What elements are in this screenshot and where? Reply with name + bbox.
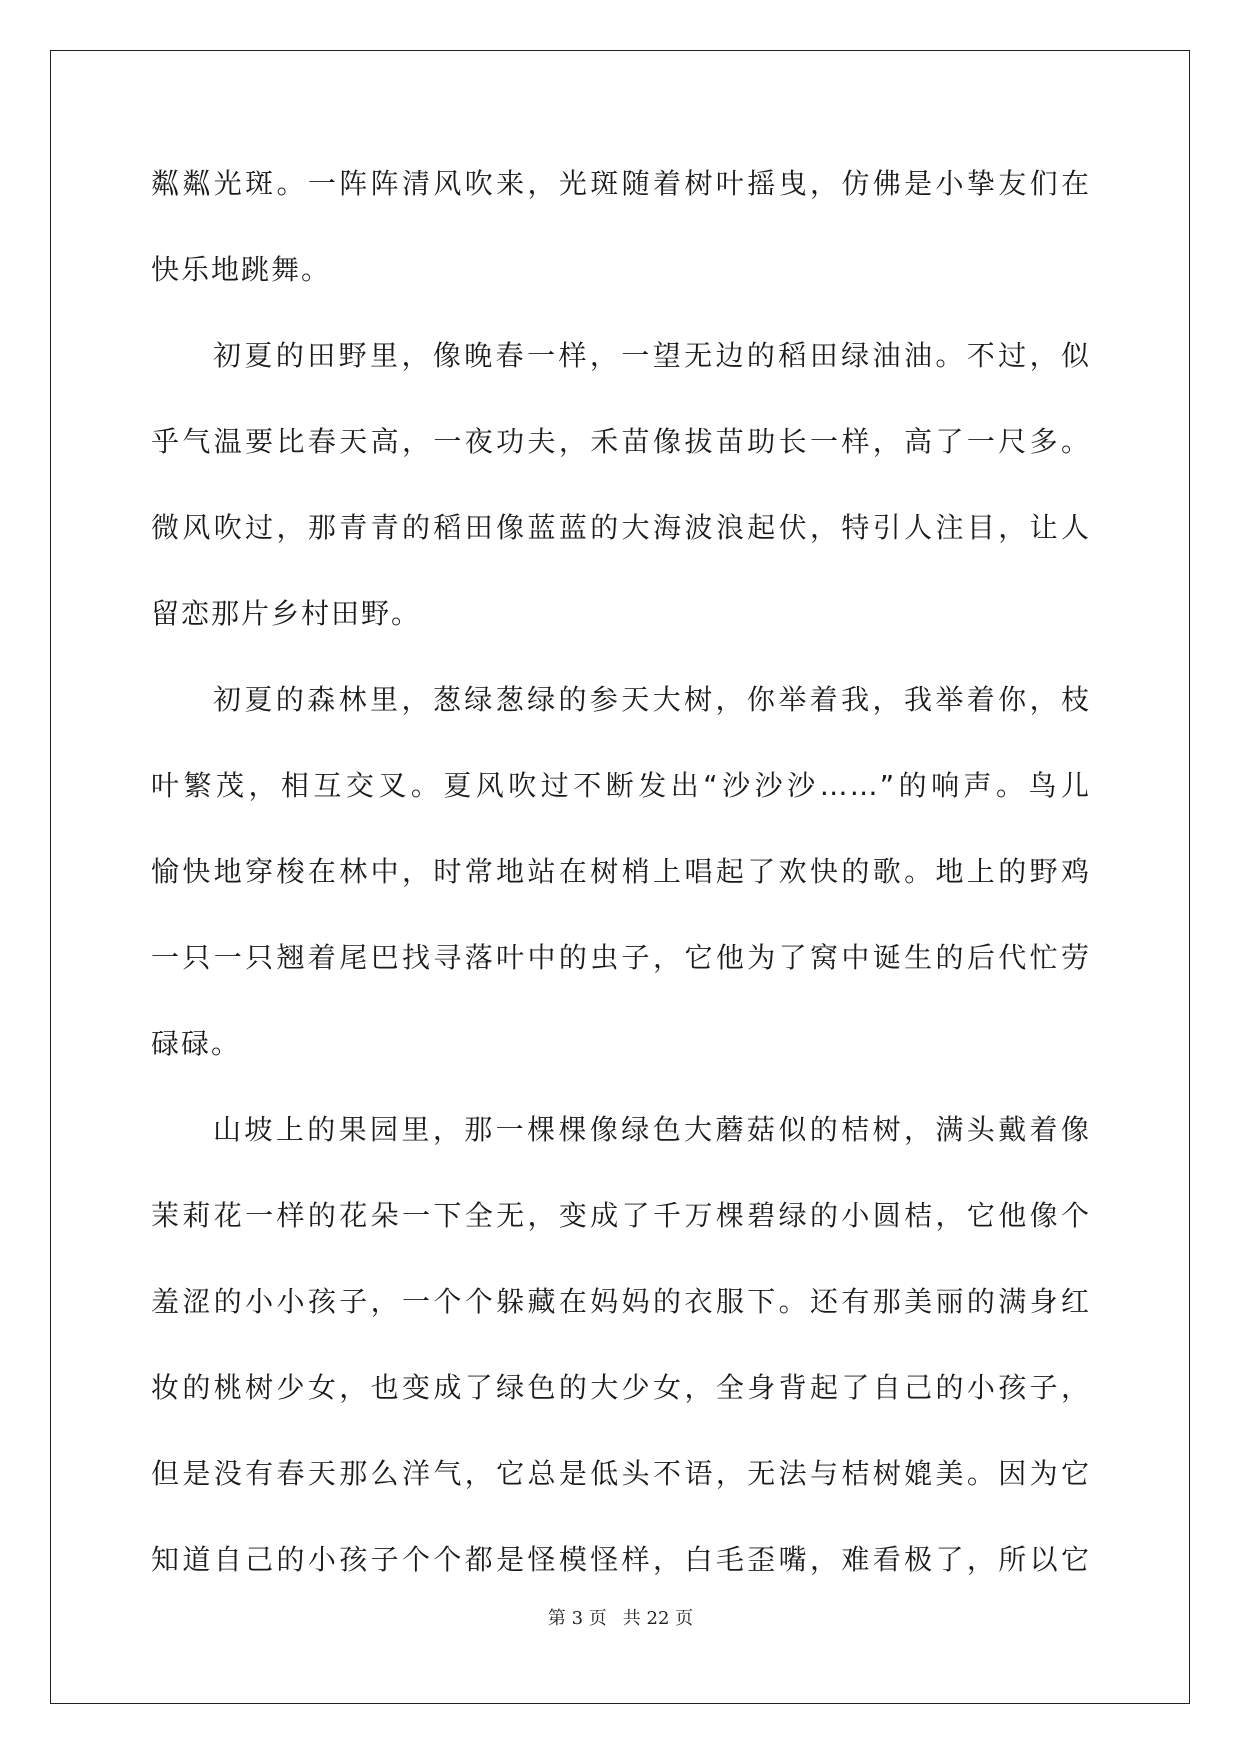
- text-line: 茉莉花一样的花朵一下全无，变成了千万棵碧绿的小圆桔，它他像个: [151, 1199, 1091, 1232]
- paragraph-3: [151, 680, 1091, 1110]
- paragraph-2: [151, 336, 1091, 680]
- text-line: 粼粼光斑。一阵阵清风吹来，光斑随着树叶摇曳，仿佛是小挚友们在: [151, 167, 1091, 200]
- text-line: 愉快地穿梭在林中，时常地站在树梢上唱起了欢快的歌。地上的野鸡: [151, 855, 1091, 888]
- text-line: 山坡上的果园里，那一棵棵像绿色大蘑菇似的桔树，满头戴着像: [213, 1113, 1091, 1146]
- text-line: 初夏的森林里，葱绿葱绿的参天大树，你举着我，我举着你，枝: [213, 683, 1091, 716]
- page-total: 共 22 页: [622, 1608, 694, 1629]
- text-line: 妆的桃树少女，也变成了绿色的大少女，全身背起了自己的小孩子，: [151, 1371, 1091, 1404]
- text-line: 快乐地跳舞。: [151, 253, 332, 286]
- text-line: 初夏的田野里，像晚春一样，一望无边的稻田绿油油。不过，似: [213, 339, 1091, 372]
- text-line: 知道自己的小孩子个个都是怪模怪样，白毛歪嘴，难看极了，所以它: [151, 1543, 1091, 1576]
- text-line: 一只一只翘着尾巴找寻落叶中的虫子，它他为了窝中诞生的后代忙劳: [151, 941, 1091, 974]
- text-line: 但是没有春天那么洋气，它总是低头不语，无法与桔树媲美。因为它: [151, 1457, 1091, 1490]
- document-body: [151, 164, 1091, 1580]
- text-line: 微风吹过，那青青的稻田像蓝蓝的大海波浪起伏，特引人注目，让人: [151, 511, 1091, 544]
- text-line: 碌碌。: [151, 1027, 242, 1060]
- text-line: 乎气温要比春天高，一夜功夫，禾苗像拔苗助长一样，高了一尺多。: [151, 425, 1091, 458]
- text-line: 叶繁茂，相互交叉。夏风吹过不断发出“沙沙沙……”的响声。鸟儿: [151, 769, 1091, 802]
- paragraph-1: [151, 164, 1091, 336]
- page-footer: [0, 1604, 1241, 1630]
- text-line: 羞涩的小小孩子，一个个躲藏在妈妈的衣服下。还有那美丽的满身红: [151, 1285, 1091, 1318]
- paragraph-4: [151, 1110, 1091, 1580]
- text-line: 留恋那片乡村田野。: [151, 597, 422, 630]
- page-number: 第 3 页: [547, 1608, 607, 1629]
